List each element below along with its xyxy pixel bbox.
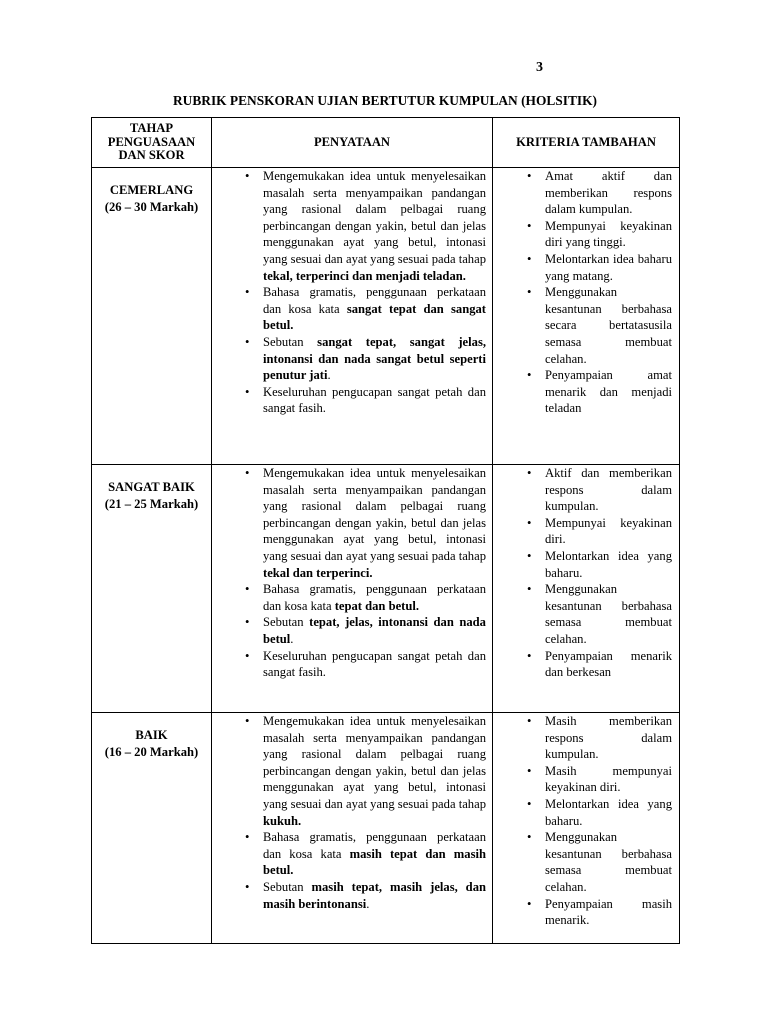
criteria-item: • Masih mempunyai keyakinan diri. (545, 763, 672, 796)
statement-text: Mengemukakan idea untuk menyelesaikan masalah serta menyampaikan pandangan yang rasional dalam pelbagai ruang perbincangan dengan yakin, betul dan jelas menggunakan ayat yang betul, intonasi yang sesuai dan ayat yang sesuai pada tahap (263, 169, 486, 266)
level-score: (26 – 30 Markah) (104, 200, 199, 214)
statement-text: . (327, 368, 331, 383)
statement-item (263, 384, 486, 417)
statement-emphasis: tepat dan betul. (334, 598, 420, 613)
level-cell (92, 168, 212, 465)
criteria-item: • Melontarkan idea yang baharu. (545, 796, 672, 829)
criteria-item: • Masih memberikan respons dalam kumpulan. (545, 713, 672, 763)
statement-text: Keseluruhan pengucapan sangat petah dan sangat fasih. (263, 384, 486, 416)
table-row (92, 465, 680, 713)
table-row (92, 168, 680, 465)
level-name: CEMERLANG (109, 183, 194, 197)
statement-cell (212, 168, 493, 465)
statement-text: Keseluruhan pengucapan sangat petah dan sangat fasih. (263, 648, 486, 680)
rubric-table (91, 117, 680, 944)
statement-item (263, 829, 486, 879)
statement-item (263, 284, 486, 334)
level-cell (92, 713, 212, 944)
header-kriteria: KRITERIA TAMBAHAN (493, 118, 680, 168)
statement-text: Sebutan (263, 879, 312, 894)
header-tahap-line: PENGUASAAN (107, 134, 196, 149)
document-title: RUBRIK PENSKORAN UJIAN BERTUTUR KUMPULAN (HOLSITIK) (173, 93, 597, 108)
rubric-body (92, 168, 680, 944)
statement-cell (212, 713, 493, 944)
header-row (92, 118, 680, 168)
page-number: 3 (536, 60, 543, 75)
statement-item (263, 334, 486, 384)
criteria-item: • Penyampaian masih menarik. (545, 896, 672, 929)
criteria-list (545, 465, 672, 681)
statement-list (263, 168, 486, 417)
table-row (92, 713, 680, 944)
criteria-item: • Amat aktif dan memberikan respons dalam kumpulan. (545, 168, 672, 218)
header-tahap (92, 118, 212, 168)
criteria-item: • Melontarkan idea baharu yang matang. (545, 251, 672, 284)
statement-item (263, 581, 486, 614)
level-name: SANGAT BAIK (108, 480, 195, 494)
statement-emphasis: masih tepat, masih jelas, dan masih berintonansi (263, 879, 486, 911)
header-penyataan: PENYATAAN (212, 118, 493, 168)
statement-item (263, 168, 486, 284)
criteria-item: • Penyampaian menarik dan berkesan (545, 648, 672, 681)
statement-emphasis: tekal, terperinci dan menjadi teladan. (263, 268, 466, 283)
statement-text: Mengemukakan idea untuk menyelesaikan masalah serta menyampaikan pandangan yang rasional dalam pelbagai ruang perbincangan dengan yakin, betul dan jelas menggunakan ayat yang betul, intonasi yang sesuai dan ayat yang sesuai pada tahap (263, 466, 486, 563)
statement-text: Sebutan (263, 334, 318, 349)
statement-text: Sebutan (263, 615, 310, 630)
level-score: (16 – 20 Markah) (104, 745, 199, 759)
statement-item (263, 879, 486, 912)
statement-text: Mengemukakan idea untuk menyelesaikan masalah serta menyampaikan pandangan yang rasional dalam pelbagai ruang perbincangan dengan yakin, betul dan jelas menggunakan ayat yang betul, intonasi yang sesuai dan ayat yang sesuai pada tahap (263, 714, 486, 811)
statement-list (263, 465, 486, 681)
statement-emphasis: tekal dan terperinci. (263, 565, 373, 580)
statement-text: . (366, 896, 370, 911)
statement-emphasis: tepat, jelas, intonansi dan nada betul (263, 615, 486, 646)
statement-emphasis: masih tepat dan masih betul. (263, 846, 486, 878)
criteria-list (545, 168, 672, 417)
statement-emphasis: kukuh. (263, 813, 302, 828)
criteria-cell (493, 713, 680, 944)
statement-emphasis: sangat tepat, sangat jelas, intonansi dan nada sangat betul seperti penutur jati (263, 334, 486, 383)
criteria-item: • Mempunyai keyakinan diri yang tinggi. (545, 218, 672, 251)
statement-item (263, 614, 486, 647)
statement-item (263, 465, 486, 581)
criteria-item: • Melontarkan idea yang baharu. (545, 548, 672, 581)
statement-item (263, 713, 486, 829)
statement-text: . (290, 631, 294, 646)
statement-text: Bahasa gramatis, penggunaan perkataan dan kosa kata (263, 830, 486, 861)
statement-list (263, 713, 486, 912)
criteria-cell (493, 168, 680, 465)
criteria-cell (493, 465, 680, 713)
criteria-item: • Menggunakan kesantunan berbahasa secara bertatasusila semasa membuat celahan. (545, 284, 672, 367)
header-tahap-line: TAHAP (129, 121, 174, 136)
criteria-item: • Mempunyai keyakinan diri. (545, 515, 672, 548)
criteria-item: • Menggunakan kesantunan berbahasa semasa membuat celahan. (545, 581, 672, 647)
statement-item (263, 648, 486, 681)
level-cell (92, 465, 212, 713)
criteria-item: • Penyampaian amat menarik dan menjadi teladan (545, 367, 672, 417)
statement-text: Bahasa gramatis, penggunaan perkataan dan kosa kata (263, 582, 486, 613)
criteria-list (545, 713, 672, 929)
level-score: (21 – 25 Markah) (104, 497, 199, 511)
statement-cell (212, 465, 493, 713)
header-tahap-line: DAN SKOR (118, 148, 185, 163)
criteria-item: • Menggunakan kesantunan berbahasa semasa membuat celahan. (545, 829, 672, 895)
criteria-item: • Aktif dan memberikan respons dalam kumpulan. (545, 465, 672, 515)
statement-emphasis: sangat tepat dan sangat betul. (263, 301, 486, 333)
statement-text: Bahasa gramatis, penggunaan perkataan dan kosa kata (263, 285, 486, 316)
level-name: BAIK (135, 728, 168, 742)
